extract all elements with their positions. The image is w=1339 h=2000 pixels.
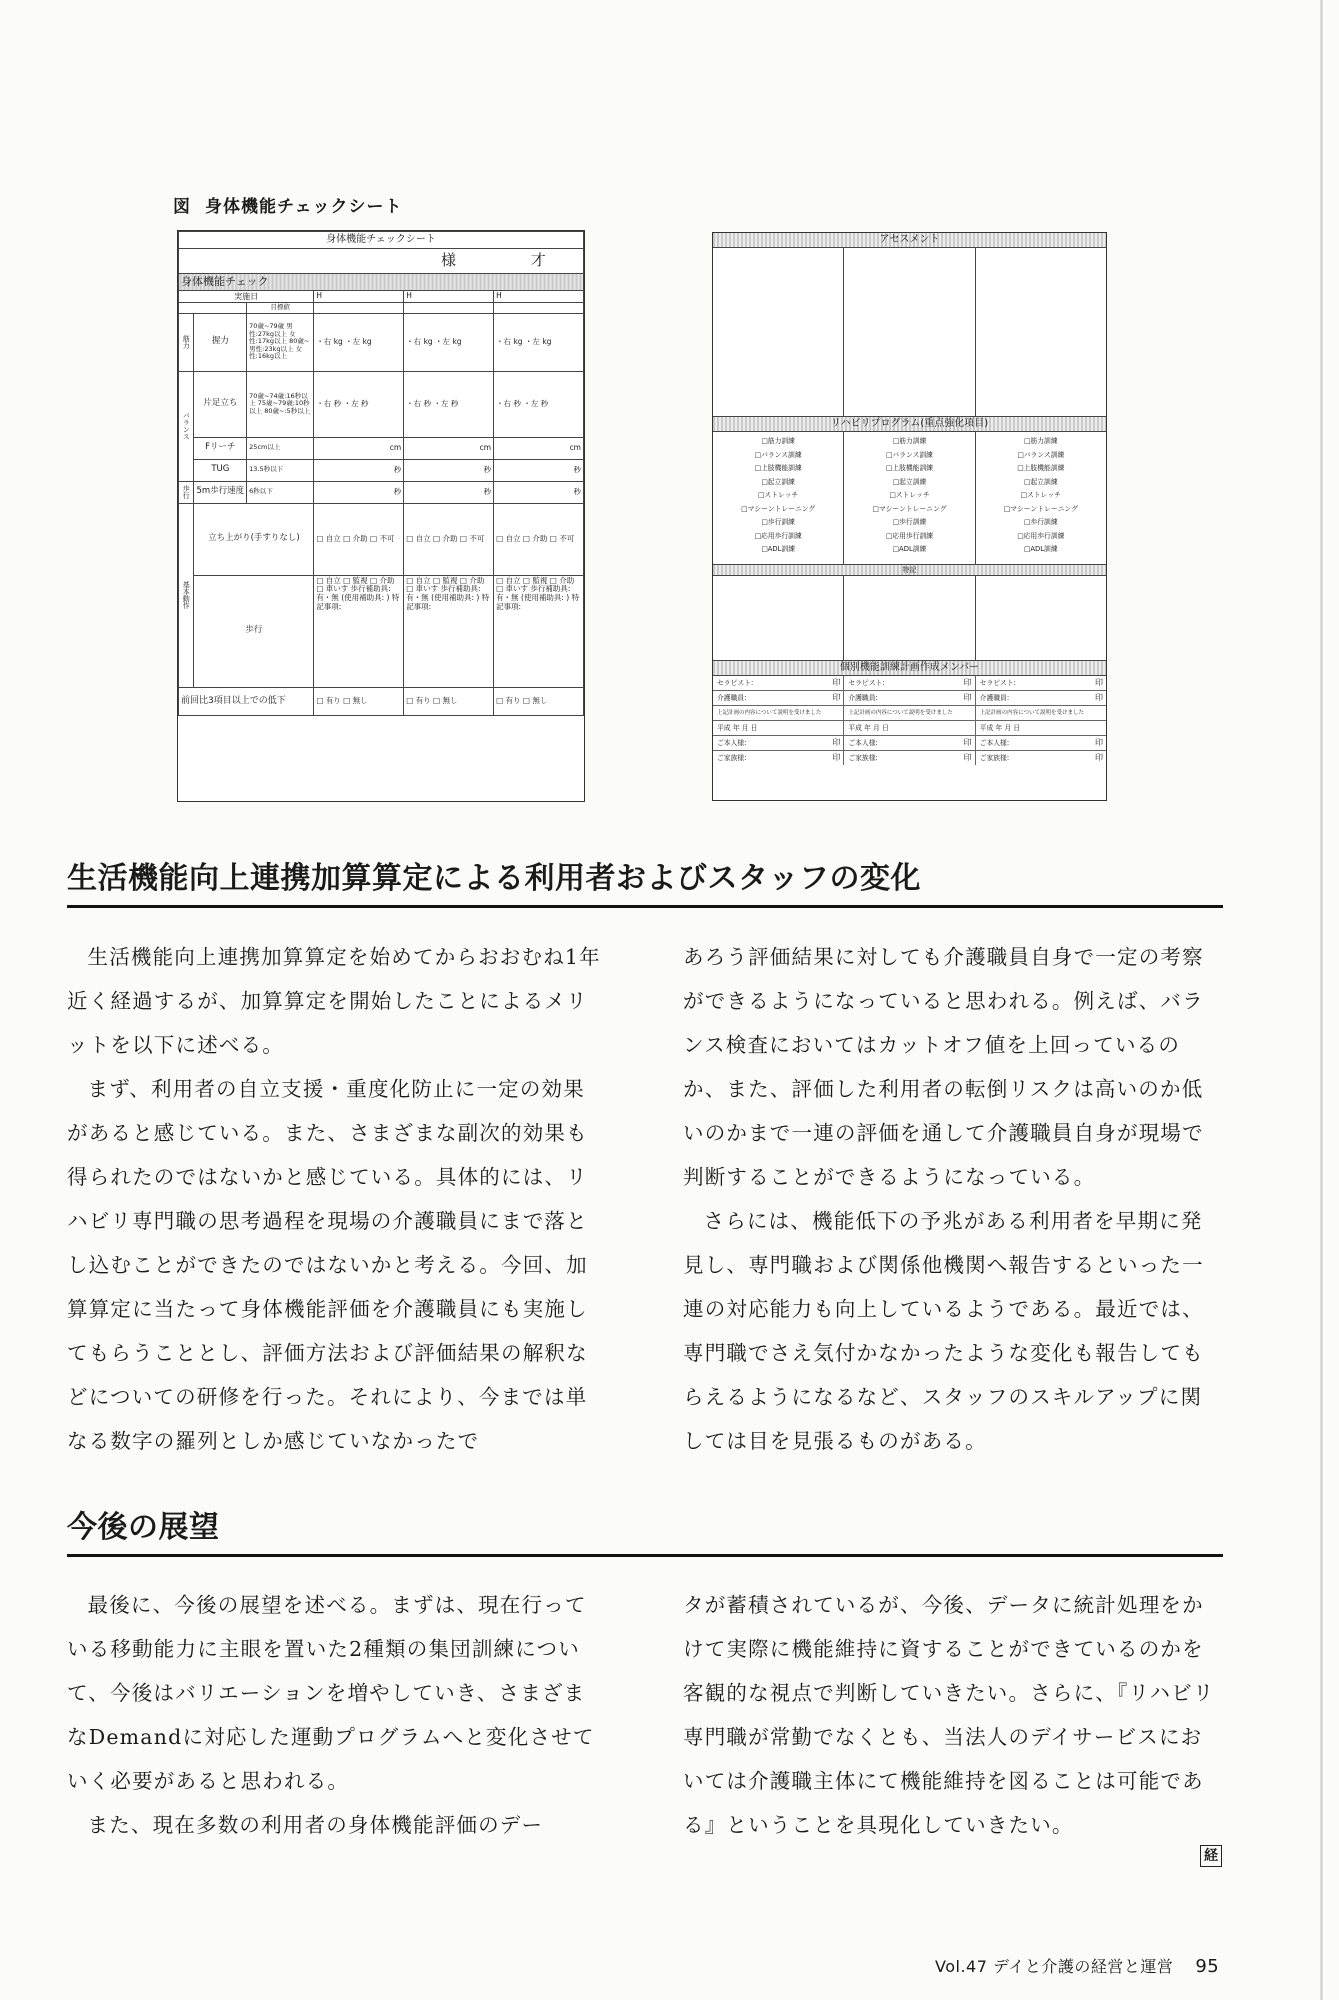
item-label: 5m歩行速度	[194, 481, 247, 503]
check-sheet	[177, 230, 585, 802]
program-list	[844, 432, 975, 564]
date-line: 平成 年 月 日	[713, 721, 844, 735]
program-item: □起立訓練	[892, 477, 927, 486]
value-cell: □ 自立 □ 介助 □ 不可	[314, 503, 404, 575]
target-label: 目標値	[247, 303, 314, 313]
paragraph: 生活機能向上連携加算算定を始めてからおおむね1年近く経過するが、加算算定を開始したことによるメリットを以下に述べる。	[67, 945, 601, 1057]
assessment-sheet	[712, 232, 1107, 801]
seal-mark: 印	[963, 693, 972, 702]
person-label: ご本人様:	[979, 739, 1010, 747]
paragraph: タが蓄積されているが、今後、データに統計処理をかけて実際に機能維持に資することができているのかを客観的な視点で判断していきたい。さらに、『リハビリ専門職が常勤でなくとも、当法人のデイサービスにおいては介護職主体にて機能維持を図ることは可能である』ということを具現化していきたい。	[683, 1593, 1215, 1837]
program-item: □バランス訓練	[885, 450, 933, 459]
care-staff-label: 介護職員:	[717, 694, 747, 702]
program-item: □応用歩行訓練	[754, 531, 802, 540]
care-staff-label: 介護職員:	[848, 694, 878, 702]
item-label: 握力	[194, 313, 247, 371]
value-cell: 秒	[404, 481, 494, 503]
assessment-bar: アセスメント	[713, 233, 1106, 248]
sai-label: 才	[530, 251, 546, 270]
item-label: Fリーチ	[194, 437, 247, 459]
value-cell: ・右 秒 ・左 秒	[494, 371, 584, 437]
paragraph: さらには、機能低下の予兆がある利用者を早期に発見し、専門職および関係他機関へ報告するといった一連の対応能力も向上しているようである。最近では、専門職でさえ気付かなかったような変化も報告してもらえるようになるなど、スタッフのスキルアップに関しては目を見張るものがある。	[683, 1209, 1204, 1453]
program-list	[713, 432, 844, 564]
value-cell: 秒	[314, 481, 404, 503]
criteria-text: 70歳~74歳:16秒以上 75歳~79歳:10秒以上 80歳~:5秒以上	[247, 371, 314, 437]
member-row	[713, 706, 1106, 721]
section1-header	[67, 853, 1223, 908]
program-item: □ストレッチ	[757, 491, 799, 499]
value-cell: ・右 kg ・左 kg	[494, 313, 584, 371]
program-item: □マシーントレーニング	[1003, 504, 1078, 513]
seal-mark: 印	[1094, 693, 1103, 702]
page-number: 95	[1195, 1956, 1220, 1977]
criteria-text: 13.5秒以下	[247, 459, 314, 481]
figure-mark: 図	[173, 197, 191, 217]
member-row	[713, 676, 1106, 691]
category-label: 基本動作	[179, 503, 194, 687]
program-grid	[713, 432, 1106, 565]
category-label: 筋力	[179, 313, 194, 371]
value-cell: 秒	[494, 481, 584, 503]
person-label: ご本人様:	[848, 739, 878, 747]
value-cell: ・右 秒 ・左 秒	[314, 371, 404, 437]
program-item: □ADL訓練	[1023, 545, 1058, 553]
value-cell: ・右 kg ・左 kg	[404, 313, 494, 371]
paragraph: 最後に、今後の展望を述べる。まずは、現在行っている移動能力に主眼を置いた2種類の集団訓練について、今後はバリエーションを増やしていき、さまざまなDemandに対応した運動プログラムへと変化させていく必要があると思われる。	[67, 1593, 595, 1793]
value-cell: □ 自立 □ 介助 □ 不可	[494, 503, 584, 575]
seal-mark: 印	[1094, 738, 1103, 747]
value-cell: □ 有り □ 無し	[494, 687, 584, 715]
therapist-label: セラピスト:	[717, 679, 754, 687]
program-item: □マシーントレーニング	[872, 504, 947, 513]
assessment-grid	[713, 248, 1106, 417]
journal-title: Vol.47 デイと介護の経営と運営	[935, 1957, 1174, 1976]
seal-mark: 印	[832, 753, 841, 762]
notes-bar: 特記	[713, 565, 1106, 576]
sama-label: 様	[441, 251, 457, 270]
member-row	[713, 751, 1106, 765]
program-item: □応用歩行訓練	[1017, 531, 1065, 540]
program-item: □筋力訓練	[1024, 437, 1058, 445]
family-label: ご家族様:	[979, 754, 1010, 762]
program-item: □上肢機能訓練	[885, 464, 934, 472]
care-staff-label: 介護職員:	[979, 694, 1010, 702]
end-mark: 経	[1200, 1845, 1222, 1867]
program-item: □バランス訓練	[754, 450, 802, 459]
member-row	[713, 691, 1106, 706]
criteria-text: 70歳~79歳 男性:27kg以上 女性:17kg以上 80歳~ 男性:23kg以上 女性:16kg以上	[247, 313, 314, 371]
heading-rule	[67, 1554, 1223, 1557]
program-item: □マシーントレーニング	[741, 504, 816, 513]
therapist-label: セラピスト:	[979, 679, 1016, 687]
seal-mark: 印	[832, 738, 841, 747]
section1-right-column	[683, 935, 1219, 1463]
category-label: バランス	[179, 371, 194, 481]
program-item: □筋力訓練	[761, 437, 795, 445]
family-label: ご家族様:	[848, 754, 878, 762]
program-item: □筋力訓練	[892, 437, 927, 445]
program-bar: リハビリプログラム(重点強化項目)	[713, 417, 1106, 432]
value-cell: cm	[494, 437, 584, 459]
paragraph: また、現在多数の利用者の身体機能評価のデー	[87, 1813, 544, 1837]
value-cell: ・右 kg ・左 kg	[314, 313, 404, 371]
section2-header	[67, 1502, 1223, 1557]
person-label: ご本人様:	[717, 739, 747, 747]
item-label: TUG	[194, 459, 247, 481]
value-cell: 秒	[314, 459, 404, 481]
page-footer	[935, 1954, 1219, 1977]
figure-caption	[173, 192, 403, 217]
value-cell: □ 自立 □ 監視 □ 介助 □ 車いす 歩行補助具:有・無 (使用補助具: ) 特記事項:	[494, 575, 584, 687]
date-cell: H	[494, 291, 584, 303]
program-item: □応用歩行訓練	[885, 531, 934, 540]
seal-mark: 印	[832, 678, 841, 687]
program-item: □起立訓練	[1024, 477, 1058, 486]
date-cell: H	[314, 291, 404, 303]
value-cell: ・右 秒 ・左 秒	[404, 371, 494, 437]
program-list	[976, 432, 1106, 564]
decline-label: 前回比3項目以上での低下	[179, 687, 314, 715]
explained-text: 上記計画の内容について説明を受けました	[713, 706, 844, 720]
page-crease	[1320, 0, 1323, 2000]
item-label: 立ち上がり(手すりなし)	[194, 503, 314, 575]
value-cell: □ 有り □ 無し	[404, 687, 494, 715]
section2-left-column	[67, 1583, 603, 1847]
program-item: □起立訓練	[761, 477, 795, 486]
paragraph: まず、利用者の自立支援・重度化防止に一定の効果があると感じている。また、さまざまな副次的効果も得られたのではないかと感じている。具体的には、リハビリ専門職の思考過程を現場の介護職員にまで落とし込むことができたのではないかと考える。今回、加算算定に当たって身体機能評価を介護職員にも実施してもらうこととし、評価方法および評価結果の解釈などについての研修を行った。それにより、今までは単なる数字の羅列としか感じていなかったで	[67, 1077, 588, 1453]
program-item: □歩行訓練	[761, 518, 795, 526]
family-label: ご家族様:	[717, 754, 747, 762]
value-cell: 秒	[494, 459, 584, 481]
notes-grid	[713, 576, 1106, 661]
section-bar: 身体機能チェック	[179, 274, 584, 291]
seal-mark: 印	[963, 738, 972, 747]
members-bar: 個別機能訓練計画作成メンバー	[713, 661, 1106, 676]
program-item: □バランス訓練	[1017, 450, 1065, 459]
date-cell: H	[404, 291, 494, 303]
value-cell: □ 自立 □ 監視 □ 介助 □ 車いす 歩行補助具:有・無 (使用補助具: ) 特記事項:	[404, 575, 494, 687]
program-item: □歩行訓練	[1024, 518, 1058, 526]
program-item: □ストレッチ	[889, 491, 930, 499]
item-label: 片足立ち	[194, 371, 247, 437]
seal-mark: 印	[963, 753, 972, 762]
category-label: 歩行	[179, 481, 194, 503]
section2-right-column	[683, 1583, 1219, 1847]
item-label: 歩行	[194, 575, 314, 687]
paragraph: あろう評価結果に対しても介護職員自身で一定の考察ができるようになっていると思われる。例えば、バランス検査においてはカットオフ値を上回っているのか、また、評価した利用者の転倒リスクは高いのか低いのかまで一連の評価を通して介護職員自身が現場で判断することができるようになっている。	[683, 945, 1204, 1189]
section1-left-column	[67, 935, 603, 1463]
program-item: □ストレッチ	[1020, 491, 1061, 499]
value-cell: □ 自立 □ 監視 □ 介助 □ 車いす 歩行補助具:有・無 (使用補助具: ) 特記事項:	[314, 575, 404, 687]
heading-rule	[67, 905, 1223, 908]
member-row	[713, 736, 1106, 751]
name-row	[179, 249, 584, 274]
check-table	[178, 231, 584, 716]
program-item: □ADL訓練	[892, 545, 927, 553]
date-label: 実施日	[179, 291, 314, 303]
date-line: 平成 年 月 日	[844, 721, 975, 735]
program-item: □上肢機能訓練	[754, 464, 802, 472]
value-cell: □ 有り □ 無し	[314, 687, 404, 715]
value-cell: 秒	[404, 459, 494, 481]
therapist-label: セラピスト:	[848, 679, 885, 687]
seal-mark: 印	[1094, 678, 1103, 687]
value-cell: cm	[314, 437, 404, 459]
program-item: □上肢機能訓練	[1017, 464, 1065, 472]
criteria-text: 25cm以上	[247, 437, 314, 459]
seal-mark: 印	[832, 693, 841, 702]
section-heading: 今後の展望	[67, 1510, 220, 1545]
explained-text: 上記計画の内容について説明を受けました	[844, 706, 975, 720]
explained-text: 上記計画の内容について説明を受けました	[979, 710, 1085, 716]
sheet-title: 身体機能チェックシート	[179, 232, 584, 249]
program-item: □歩行訓練	[892, 518, 927, 526]
seal-mark: 印	[1094, 753, 1103, 762]
program-item: □ADL訓練	[761, 545, 795, 553]
member-row	[713, 721, 1106, 736]
seal-mark: 印	[963, 678, 972, 687]
date-line: 平成 年 月 日	[979, 724, 1021, 732]
section-heading: 生活機能向上連携加算算定による利用者およびスタッフの変化	[67, 861, 921, 896]
figure-title: 身体機能チェックシート	[205, 197, 403, 217]
value-cell: □ 自立 □ 介助 □ 不可	[404, 503, 494, 575]
value-cell: cm	[404, 437, 494, 459]
criteria-text: 6秒以下	[247, 481, 314, 503]
